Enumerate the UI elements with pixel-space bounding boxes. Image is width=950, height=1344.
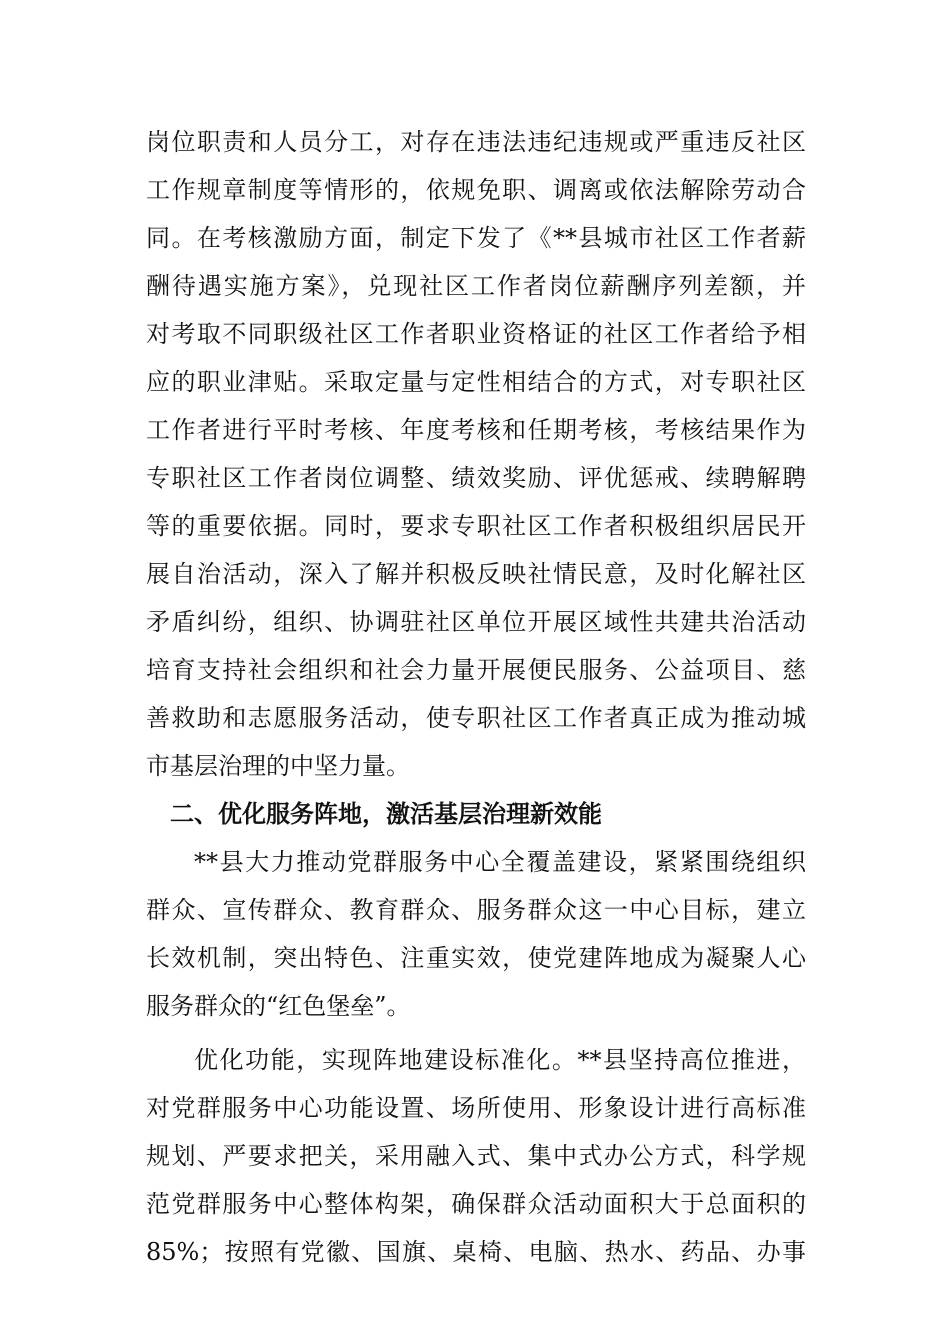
- text-line: 专职社区工作者岗位调整、绩效奖励、评优惩戒、续聘解聘: [146, 464, 806, 492]
- paragraph-service-centers: [146, 838, 806, 1030]
- text-line: 工作规章制度等情形的，依规免职、调离或依法解除劳动合: [146, 176, 806, 204]
- text-line: 应的职业津贴。采取定量与定性相结合的方式，对专职社区: [146, 368, 806, 396]
- text-line: 展自治活动，深入了解并积极反映社情民意，及时化解社区: [146, 560, 806, 588]
- text-line: 工作者进行平时考核、年度考核和任期考核，考核结果作为: [146, 416, 806, 444]
- paragraph-standardization: [146, 1036, 806, 1276]
- text-line: 范党群服务中心整体构架，确保群众活动面积大于总面积的: [146, 1190, 806, 1218]
- text-line: **县大力推动党群服务中心全覆盖建设，紧紧围绕组织: [194, 848, 806, 876]
- text-line: 岗位职责和人员分工，对存在违法违纪违规或严重违反社区: [146, 128, 806, 156]
- paragraph-staff-management: [146, 118, 806, 790]
- text-line: 同。在考核激励方面，制定下发了《**县城市社区工作者薪: [146, 224, 806, 252]
- text-line: 85%；按照有党徽、国旗、桌椅、电脑、热水、药品、办事: [146, 1238, 806, 1266]
- text-line: 矛盾纠纷，组织、协调驻社区单位开展区域性共建共治活动: [146, 608, 806, 636]
- section-heading: 二、优化服务阵地，激活基层治理新效能: [170, 800, 602, 828]
- text-line: 长效机制，突出特色、注重实效，使党建阵地成为凝聚人心: [146, 944, 806, 972]
- text-line: 等的重要依据。同时，要求专职社区工作者积极组织居民开: [146, 512, 806, 540]
- text-line: 对党群服务中心功能设置、场所使用、形象设计进行高标准: [146, 1094, 806, 1122]
- text-line: 对考取不同职级社区工作者职业资格证的社区工作者给予相: [146, 320, 806, 348]
- text-line: 培育支持社会组织和社会力量开展便民服务、公益项目、慈: [146, 656, 806, 684]
- text-line: 酬待遇实施方案》，兑现社区工作者岗位薪酬序列差额，并: [146, 272, 806, 300]
- text-line: 规划、严要求把关，采用融入式、集中式办公方式，科学规: [146, 1142, 806, 1170]
- text-line: 服务群众的“红色堡垒”。: [146, 992, 411, 1020]
- text-line: 群众、宣传群众、教育群众、服务群众这一中心目标，建立: [146, 896, 806, 924]
- text-line: 善救助和志愿服务活动，使专职社区工作者真正成为推动城: [146, 704, 806, 732]
- text-line: 市基层治理的中坚力量。: [146, 752, 410, 780]
- text-line: 优化功能，实现阵地建设标准化。**县坚持高位推进，: [194, 1046, 806, 1074]
- document-body: [146, 118, 806, 1276]
